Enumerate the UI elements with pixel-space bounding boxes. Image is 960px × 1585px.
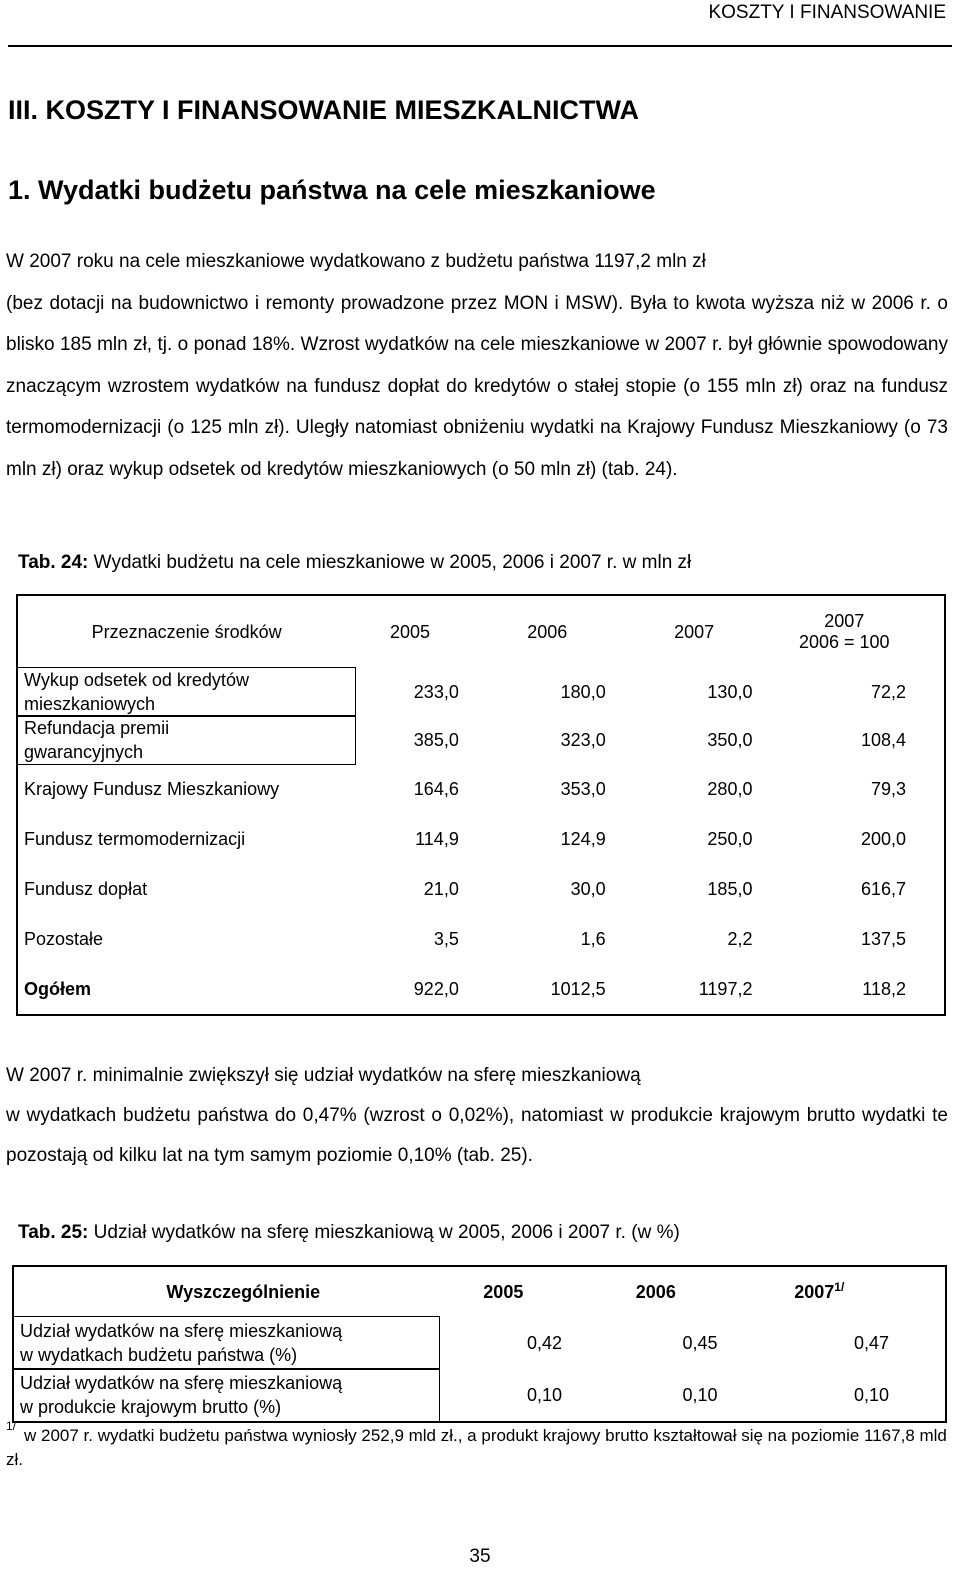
table-24-row-label	[17, 668, 355, 716]
table-25-header-row	[13, 1266, 946, 1317]
label-line: Wykup odsetek od kredytów	[24, 670, 249, 690]
table-24-header-2007: 2007	[674, 621, 715, 642]
table-25-header-2007	[744, 1266, 946, 1317]
value-2006: 0,45	[682, 1333, 718, 1353]
table-25-caption	[18, 1222, 680, 1244]
value-2005: 0,10	[527, 1385, 563, 1405]
table-24-caption	[18, 552, 691, 574]
paragraph-2	[6, 1056, 948, 1176]
paragraph-1	[6, 241, 948, 491]
table-24-header-index-line1: 2007	[824, 611, 865, 631]
footnote-mark: 1/	[6, 1419, 17, 1434]
value-2007: 130,0	[707, 682, 753, 702]
table-24-header-2005: 2005	[390, 621, 431, 642]
table-25-caption-label: Tab. 25:	[18, 1222, 89, 1243]
section-title: 1. Wydatki budżetu państwa na cele mieszkaniowe	[8, 175, 656, 205]
running-header: KOSZTY I FINANSOWANIE	[708, 2, 946, 23]
table-24-header-2006: 2006	[527, 621, 568, 642]
table-25	[12, 1265, 947, 1423]
value-2005: 21,0	[423, 878, 459, 899]
value-2005: 233,0	[413, 682, 459, 702]
table-24-row-label: Ogółem	[24, 978, 92, 999]
table-row	[13, 1317, 946, 1369]
table-24	[16, 594, 946, 1016]
value-2007: 350,0	[707, 730, 753, 750]
table-24-row-label	[17, 716, 355, 764]
label-line: w wydatkach budżetu państwa (%)	[20, 1345, 298, 1365]
table-24-row-label: Fundusz termomodernizacji	[24, 828, 246, 849]
table-24-caption-text: Wydatki budżetu na cele mieszkaniowe w 2005, 2006 i 2007 r. w mln zł	[93, 552, 692, 573]
label-line: w produkcie krajowym brutto (%)	[20, 1397, 282, 1417]
value-2005: 922,0	[413, 978, 459, 999]
value-2007: 0,10	[853, 1385, 889, 1405]
value-index: 616,7	[860, 878, 906, 899]
table-row	[17, 764, 945, 814]
table-row	[17, 814, 945, 864]
label-line: gwarancyjnych	[24, 742, 144, 762]
value-2005: 164,6	[413, 778, 459, 799]
table-row-total	[17, 964, 945, 1015]
footnote-mark: 1/	[834, 1279, 845, 1294]
value-index: 137,5	[860, 928, 906, 949]
value-index: 72,2	[870, 682, 906, 702]
value-2007: 250,0	[707, 828, 753, 849]
value-index: 118,2	[862, 978, 906, 999]
header-year: 2007	[794, 1281, 835, 1302]
label-line: Udział wydatków na sferę mieszkaniową	[20, 1373, 343, 1393]
value-2006: 124,9	[560, 828, 606, 849]
value-2006: 0,10	[682, 1385, 718, 1405]
table-row	[17, 914, 945, 964]
table-24-header-index-line2: 2006 = 100	[798, 632, 890, 652]
value-2007: 2,2	[727, 928, 753, 949]
footnote-text: w 2007 r. wydatki budżetu państwa wyniosły 252,9 mld zł., a produkt krajowy brutto kształtował się na poziomie 1167,8 mld zł.	[6, 1426, 947, 1469]
page-number: 35	[469, 1546, 491, 1567]
table-25-row-label	[13, 1317, 439, 1369]
table-25-header-2006: 2006	[635, 1281, 676, 1302]
value-2005: 385,0	[413, 730, 459, 750]
paragraph-2-first-line: W 2007 r. minimalnie zwiększył się udział wydatków na sferę mieszkaniową	[6, 1065, 641, 1086]
table-row	[13, 1369, 946, 1422]
value-2006: 353,0	[560, 778, 606, 799]
value-2006: 30,0	[570, 878, 606, 899]
paragraph-1-rest: (bez dotacji na budownictwo i remonty prowadzone przez MON i MSW). Była to kwota wyższa niż w 2006 r. o blisko 185 mln zł, tj. o ponad 18%. Wzrost wydatków na cele mieszkaniowe w 2007 r. był głównie spowodowany znaczącym wzrostem wydatków na fundusz dopłat do kredytów o stałej stopie (o 155 mln zł) oraz na fundusz termomodernizacji (o 125 mln zł). Uległy natomiast obniżeniu wydatki na Krajowy Fundusz Mieszkaniowy (o 73 mln zł) oraz wykup odsetek od kredytów mieszkaniowych (o 50 mln zł) (tab. 24).	[6, 292, 948, 480]
value-2005: 114,9	[415, 828, 459, 849]
value-index: 79,3	[870, 778, 906, 799]
paragraph-1-first-line: W 2007 roku na cele mieszkaniowe wydatkowano z budżetu państwa 1197,2 mln zł	[6, 251, 706, 272]
table-24-caption-label: Tab. 24:	[18, 552, 89, 573]
table-25-caption-text: Udział wydatków na sferę mieszkaniową w 2005, 2006 i 2007 r. (w %)	[93, 1222, 680, 1243]
value-2005: 0,42	[527, 1333, 563, 1353]
table-24-header-purpose: Przeznaczenie środków	[91, 621, 282, 642]
table-24-header-index	[776, 595, 945, 668]
value-2006: 1,6	[580, 928, 606, 949]
table-24-header-row	[17, 595, 945, 668]
value-2007: 1197,2	[698, 978, 753, 999]
header-rule	[8, 45, 952, 47]
chapter-title: III. KOSZTY I FINANSOWANIE MIESZKALNICTWA	[8, 95, 640, 125]
value-2005: 3,5	[433, 928, 459, 949]
value-2006: 180,0	[560, 682, 606, 702]
value-2007: 0,47	[853, 1333, 889, 1353]
value-2006: 323,0	[560, 730, 606, 750]
table-24-row-label: Fundusz dopłat	[24, 878, 148, 899]
value-2006: 1012,5	[550, 978, 606, 999]
label-line: mieszkaniowych	[24, 694, 156, 714]
table-24-row-label: Pozostałe	[24, 928, 104, 949]
table-25-header-item: Wyszczególnienie	[166, 1281, 321, 1302]
footnote	[6, 1419, 948, 1472]
value-index: 108,4	[860, 730, 906, 750]
table-25-row-label	[13, 1369, 439, 1422]
table-24-row-label: Krajowy Fundusz Mieszkaniowy	[24, 778, 280, 799]
value-2007: 185,0	[707, 878, 753, 899]
label-line: Refundacja premii	[24, 718, 170, 738]
table-row	[17, 668, 945, 716]
table-25-header-2005: 2005	[483, 1281, 524, 1302]
value-index: 200,0	[860, 828, 906, 849]
paragraph-2-rest: w wydatkach budżetu państwa do 0,47% (wzrost o 0,02%), natomiast w produkcie krajowym brutto wydatki te pozostają od kilku lat na tym samym poziomie 0,10% (tab. 25).	[6, 1105, 948, 1166]
value-2007: 280,0	[707, 778, 753, 799]
table-row	[17, 716, 945, 764]
label-line: Udział wydatków na sferę mieszkaniową	[20, 1321, 343, 1341]
table-row	[17, 864, 945, 914]
